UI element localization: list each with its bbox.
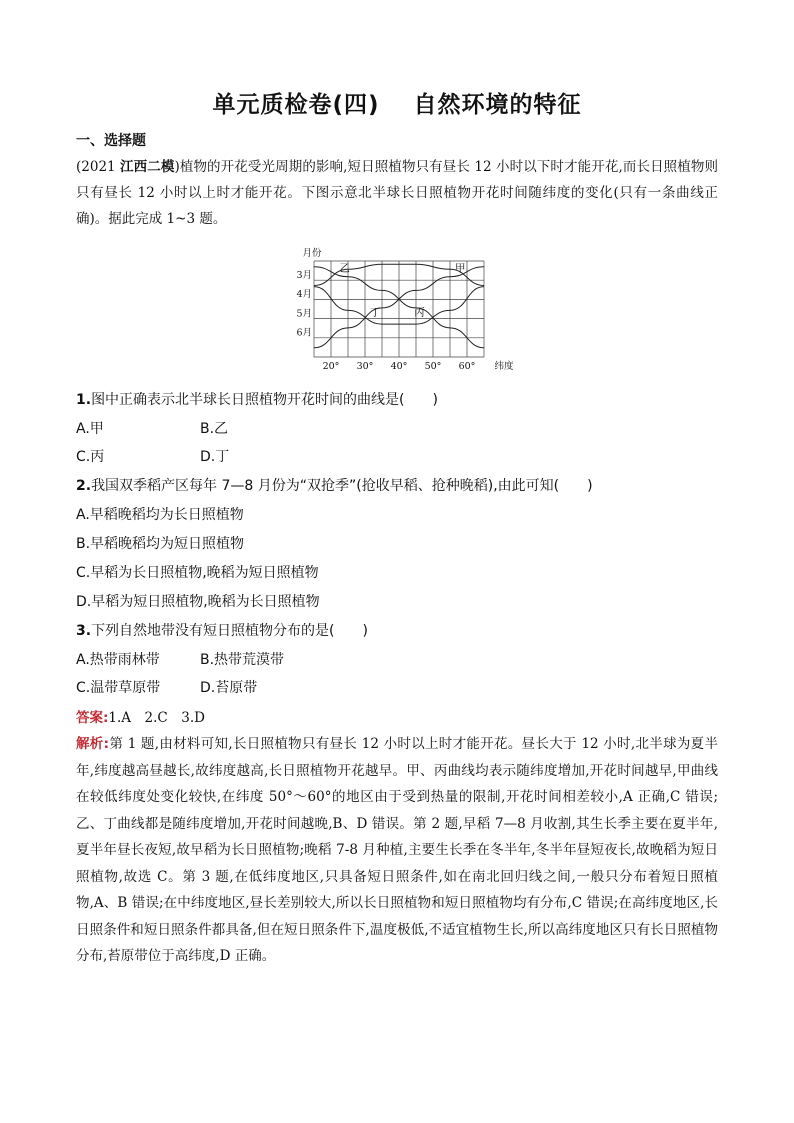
intro-prefix: (2021 (76, 159, 121, 175)
explanation-paragraph (76, 731, 718, 970)
q2-number: 2. (76, 478, 92, 494)
q1-option-d[interactable]: D.丁 (200, 449, 230, 465)
x-tick-label: 30° (356, 361, 374, 372)
q2-text: 我国双季稻产区每年 7—8 月份为“双抢季”(抢收早稻、抢种晚稻),由此可知( ) (91, 478, 593, 494)
q1-number: 1. (76, 392, 92, 408)
answer-label: 答案: (76, 710, 109, 726)
x-axis-title: 纬度 (494, 361, 514, 372)
q2-option-d[interactable]: D.早稻为短日照植物,晚稻为长日照植物 (76, 594, 320, 610)
intro-source: 江西二模 (120, 159, 175, 175)
y-tick-label: 4月 (296, 289, 312, 301)
question-1 (76, 389, 438, 409)
explanation-text: 第 1 题,由材料可知,长日照植物只有昼长 12 小时以上时才能开花。昼长大于 12 小时,北半球为夏半年,纬度越高昼越长,故纬度越高,长日照植物开花越早。甲、丙曲线均表示随纬度增加,开花时间越早,甲曲线在较低纬度处变化较快,在纬度 50°～60°的地区由于受到热量的限制,开花时间相差较小,A 正确,C 错误;乙、丁曲线都是随纬度增加,开花时间越晚,B、D 错误。第 2 题,早稻 7—8 月收割,其生长季主要在夏半年,夏半年昼长夜短,故早稻为长日照植物;晚稻 7-8 月种植,主要生长季在冬半年,冬半年昼短夜长,故晚稻为短日照植物,故选 C。第 3 题,在低纬度地区,只具备短日照条件,如在南北回归线之间,一般只分布着短日照植物,A、B 错误;在中纬度地区,昼长差别较大,所以长日照植物和短日照植物均有分布,C 错误;在高纬度地区,长日照条件和短日照条件都具备,但在短日照条件下,温度极低,不适宜植物生长,所以高纬度地区只有长日照植物分布,苔原带位于高纬度,D 正确。 (76, 736, 718, 964)
question-2 (76, 475, 593, 495)
x-tick-label: 60° (458, 361, 476, 372)
q2-option-b[interactable]: B.早稻晚稻均为短日照植物 (76, 536, 245, 552)
y-tick-label: 6月 (296, 327, 312, 339)
x-tick-label: 50° (424, 361, 442, 372)
x-tick-label: 20° (322, 361, 340, 372)
q3-text: 下列自然地带没有短日照植物分布的是( ) (91, 623, 368, 639)
flowering-chart (270, 244, 520, 376)
y-tick-label: 3月 (296, 269, 312, 281)
q1-option-a[interactable]: A.甲 (76, 421, 104, 437)
y-axis-title: 月份 (302, 248, 322, 259)
q3-number: 3. (76, 623, 92, 639)
title-part2: 自然环境的特征 (413, 92, 582, 118)
explanation-label: 解析: (76, 736, 110, 752)
answer-text: 1.A 2.C 3.D (108, 710, 205, 726)
curve-label: 丙 (414, 306, 425, 319)
q1-text: 图中正确表示北半球长日照植物开花时间的曲线是( ) (91, 392, 438, 408)
x-tick-label: 40° (390, 361, 408, 372)
q3-option-c[interactable]: C.温带草原带 (76, 680, 161, 696)
curve-label: 丁 (369, 306, 381, 319)
q3-option-d[interactable]: D.苔原带 (200, 680, 258, 696)
section-heading: 一、选择题 (76, 133, 146, 149)
intro-text: )植物的开花受光周期的影响,短日照植物只有昼长 12 小时以下时才能开花,而长日照植物则只有昼长 12 小时以上时才能开花。下图示意北半球长日照植物开花时间随纬度的变化(只有一条曲线正确)。据此完成 1~3 题。 (76, 159, 719, 227)
curve-label: 甲 (454, 262, 466, 275)
q2-option-c[interactable]: C.早稻为长日照植物,晚稻为短日照植物 (76, 565, 319, 581)
title-part1: 单元质检卷(四) (212, 92, 380, 118)
answer-line (76, 706, 205, 726)
q2-option-a[interactable]: A.早稻晚稻均为长日照植物 (76, 507, 244, 523)
chart-svg (270, 244, 520, 376)
curve-label: 乙 (339, 262, 350, 275)
q3-option-a[interactable]: A.热带雨林带 (76, 652, 160, 668)
question-3 (76, 620, 368, 640)
page-title (0, 86, 794, 119)
q3-option-b[interactable]: B.热带荒漠带 (200, 652, 285, 668)
q1-option-b[interactable]: B.乙 (200, 421, 229, 437)
intro-paragraph (76, 154, 718, 232)
q1-option-c[interactable]: C.丙 (76, 449, 105, 465)
y-tick-label: 5月 (296, 308, 312, 320)
